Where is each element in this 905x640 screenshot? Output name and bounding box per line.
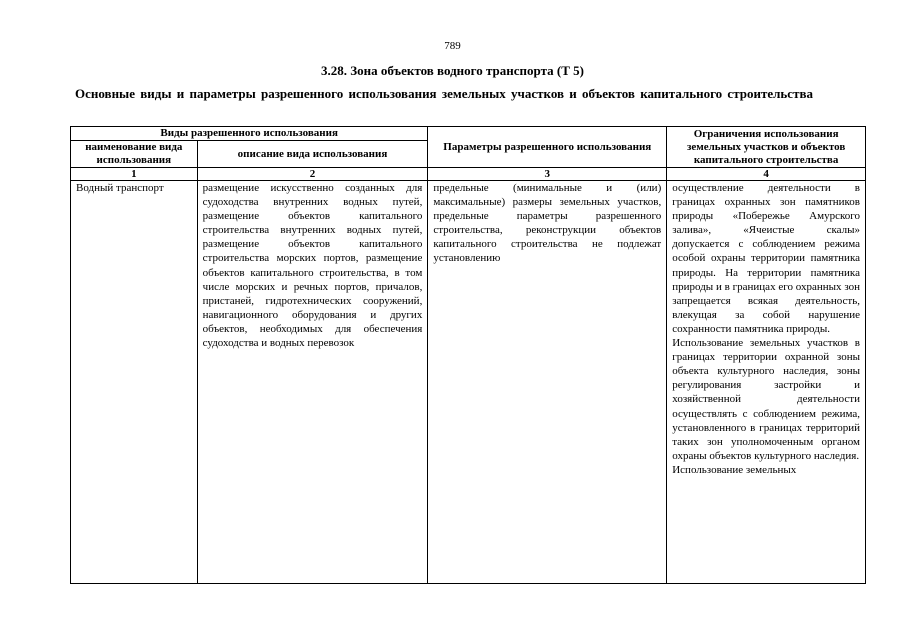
col2-header: описание вида использования bbox=[197, 141, 428, 168]
restriction-paragraph: осуществление деятельности в границах охранных зон памятников природы «Побережье Амурского залива», «Ячеистые скалы» допускается с соблюдением режима особой охраны территории памятника природы. На территории памятника природы и в границах его охранных зон запрещается всякая деятельность, влекущая за собой нарушение сохранности памятника природы. bbox=[672, 182, 860, 335]
column-number: 1 bbox=[71, 168, 198, 181]
page-number: 789 bbox=[444, 40, 461, 52]
table-row bbox=[71, 181, 866, 584]
section-title: 3.28. Зона объектов водного транспорта (Т 5) bbox=[321, 63, 584, 78]
parameters-cell: предельные (минимальные и (или) максимальные) размеры земельных участков, предельные параметры разрешенного строительства, реконструкции объектов капитального строительства не подлежат установлению bbox=[428, 181, 667, 584]
use-description-cell: размещение искусственно созданных для судоходства внутренних водных путей, размещение объектов капитального строительства внутренних водных путей, размещение объектов капитального строительства морских портов, размещение объектов капитального строительства, в том числе морских и речных портов, причалов, пристаней, гидротехнических сооружений, навигационного оборудования и других объектов, необходимых для обеспечения судоходства и водных перевозок bbox=[197, 181, 428, 584]
use-name-cell: Водный транспорт bbox=[71, 181, 198, 584]
restriction-paragraph: Использование земельных участков в границах территории охранной зоны объекта культурного наследия, зоны регулирования застройки и хозяйственной деятельности осуществлять с соблюдением режима, установленного в границах территорий таких зон уполномоченным органом охраны объектов культурного наследия. bbox=[672, 337, 860, 462]
col4-header: Ограничения использования земельных участков и объектов капитального строительства bbox=[667, 127, 866, 168]
restriction-paragraph: Использование земельных bbox=[672, 463, 797, 476]
col1-header: наименование вида использования bbox=[71, 141, 198, 168]
col3-header: Параметры разрешенного использования bbox=[428, 127, 667, 168]
table-subtitle: Основные виды и параметры разрешенного использования земельных участков и объектов капитального строительства bbox=[75, 86, 813, 101]
land-use-table bbox=[70, 126, 866, 584]
header-row-group bbox=[71, 127, 866, 141]
column-number: 3 bbox=[428, 168, 667, 181]
restrictions-cell bbox=[667, 181, 866, 584]
group-header: Виды разрешенного использования bbox=[71, 127, 428, 141]
column-number-row bbox=[71, 168, 866, 181]
column-number: 4 bbox=[667, 168, 866, 181]
column-number: 2 bbox=[197, 168, 428, 181]
